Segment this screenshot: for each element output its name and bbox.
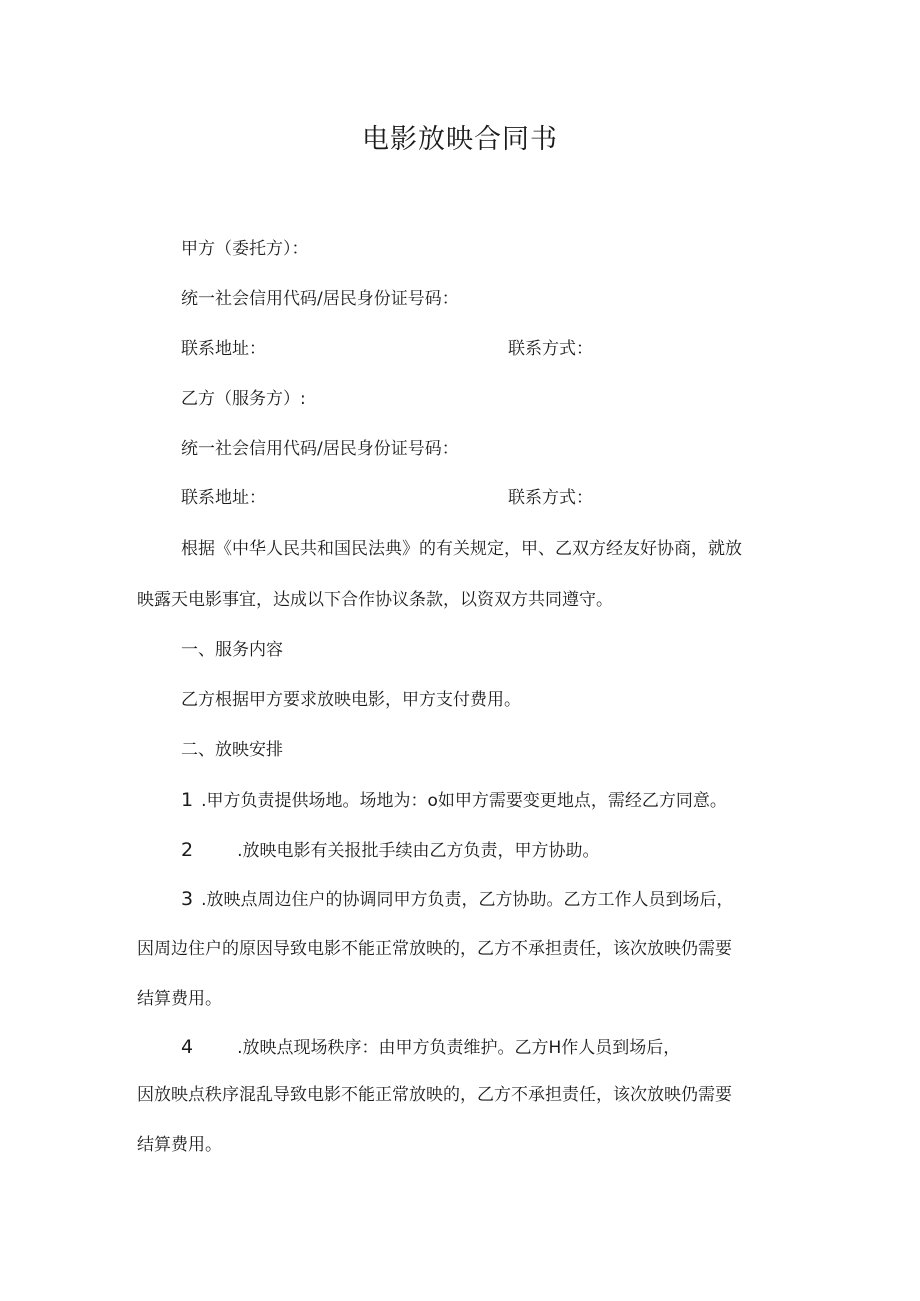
item-number: 2 — [181, 839, 194, 861]
party-a-address-label: 联系地址： — [181, 339, 266, 359]
item-number: 1 — [181, 789, 194, 811]
section-2-heading: 二、放映安排 — [181, 740, 283, 760]
party-a-contact-label: 联系方式： — [508, 339, 593, 359]
item-text: .甲方负责提供场地。场地为：o如甲方需要变更地点，需经乙方同意。 — [201, 791, 727, 811]
section-2-item-4 — [181, 1035, 680, 1060]
section-2-item-1 — [181, 788, 727, 813]
item-text: .放映电影有关报批手续由乙方负责，甲方协助。 — [237, 841, 600, 861]
section-2-item-4-continuation-2: 结算费用。 — [137, 1135, 222, 1155]
item-text: .放映点现场秩序：由甲方负责维护。乙方H作人员到场后， — [237, 1038, 681, 1058]
item-number: 4 — [181, 1036, 194, 1058]
item-text: .放映点周边住户的协调同甲方负责，乙方协助。乙方工作人员到场后， — [201, 890, 734, 910]
section-2-item-3-continuation-1: 因周边住户的原因导致电影不能正常放映的，乙方不承担责任，该次放映仍需要 — [137, 939, 732, 959]
party-a-label: 甲方（委托方）： — [181, 239, 309, 259]
section-2-item-2 — [181, 838, 600, 863]
section-2-item-3 — [181, 887, 734, 912]
party-b-contact-label: 联系方式： — [508, 488, 593, 508]
item-number: 3 — [181, 888, 194, 910]
party-b-address-label: 联系地址： — [181, 488, 266, 508]
section-1-text: 乙方根据甲方要求放映电影，甲方支付费用。 — [181, 690, 521, 710]
party-b-label: 乙方（服务方）: — [181, 389, 306, 409]
section-1-heading: 一、服务内容 — [181, 640, 283, 660]
preamble-line-2: 映露天电影事宜，达成以下合作协议条款，以资双方共同遵守。 — [137, 590, 613, 610]
section-2-item-4-continuation-1: 因放映点秩序混乱导致电影不能正常放映的，乙方不承担责任，该次放映仍需要 — [137, 1085, 732, 1105]
party-b-credit-code-label: 统一社会信用代码/居民身份证号码： — [181, 439, 459, 459]
preamble-line-1: 根据《中华人民共和国民法典》的有关规定，甲、乙双方经友好协商，就放 — [181, 539, 742, 559]
section-2-item-3-continuation-2: 结算费用。 — [137, 989, 222, 1009]
party-a-credit-code-label: 统一社会信用代码/居民身份证号码： — [181, 289, 459, 309]
document-title: 电影放映合同书 — [362, 124, 558, 155]
